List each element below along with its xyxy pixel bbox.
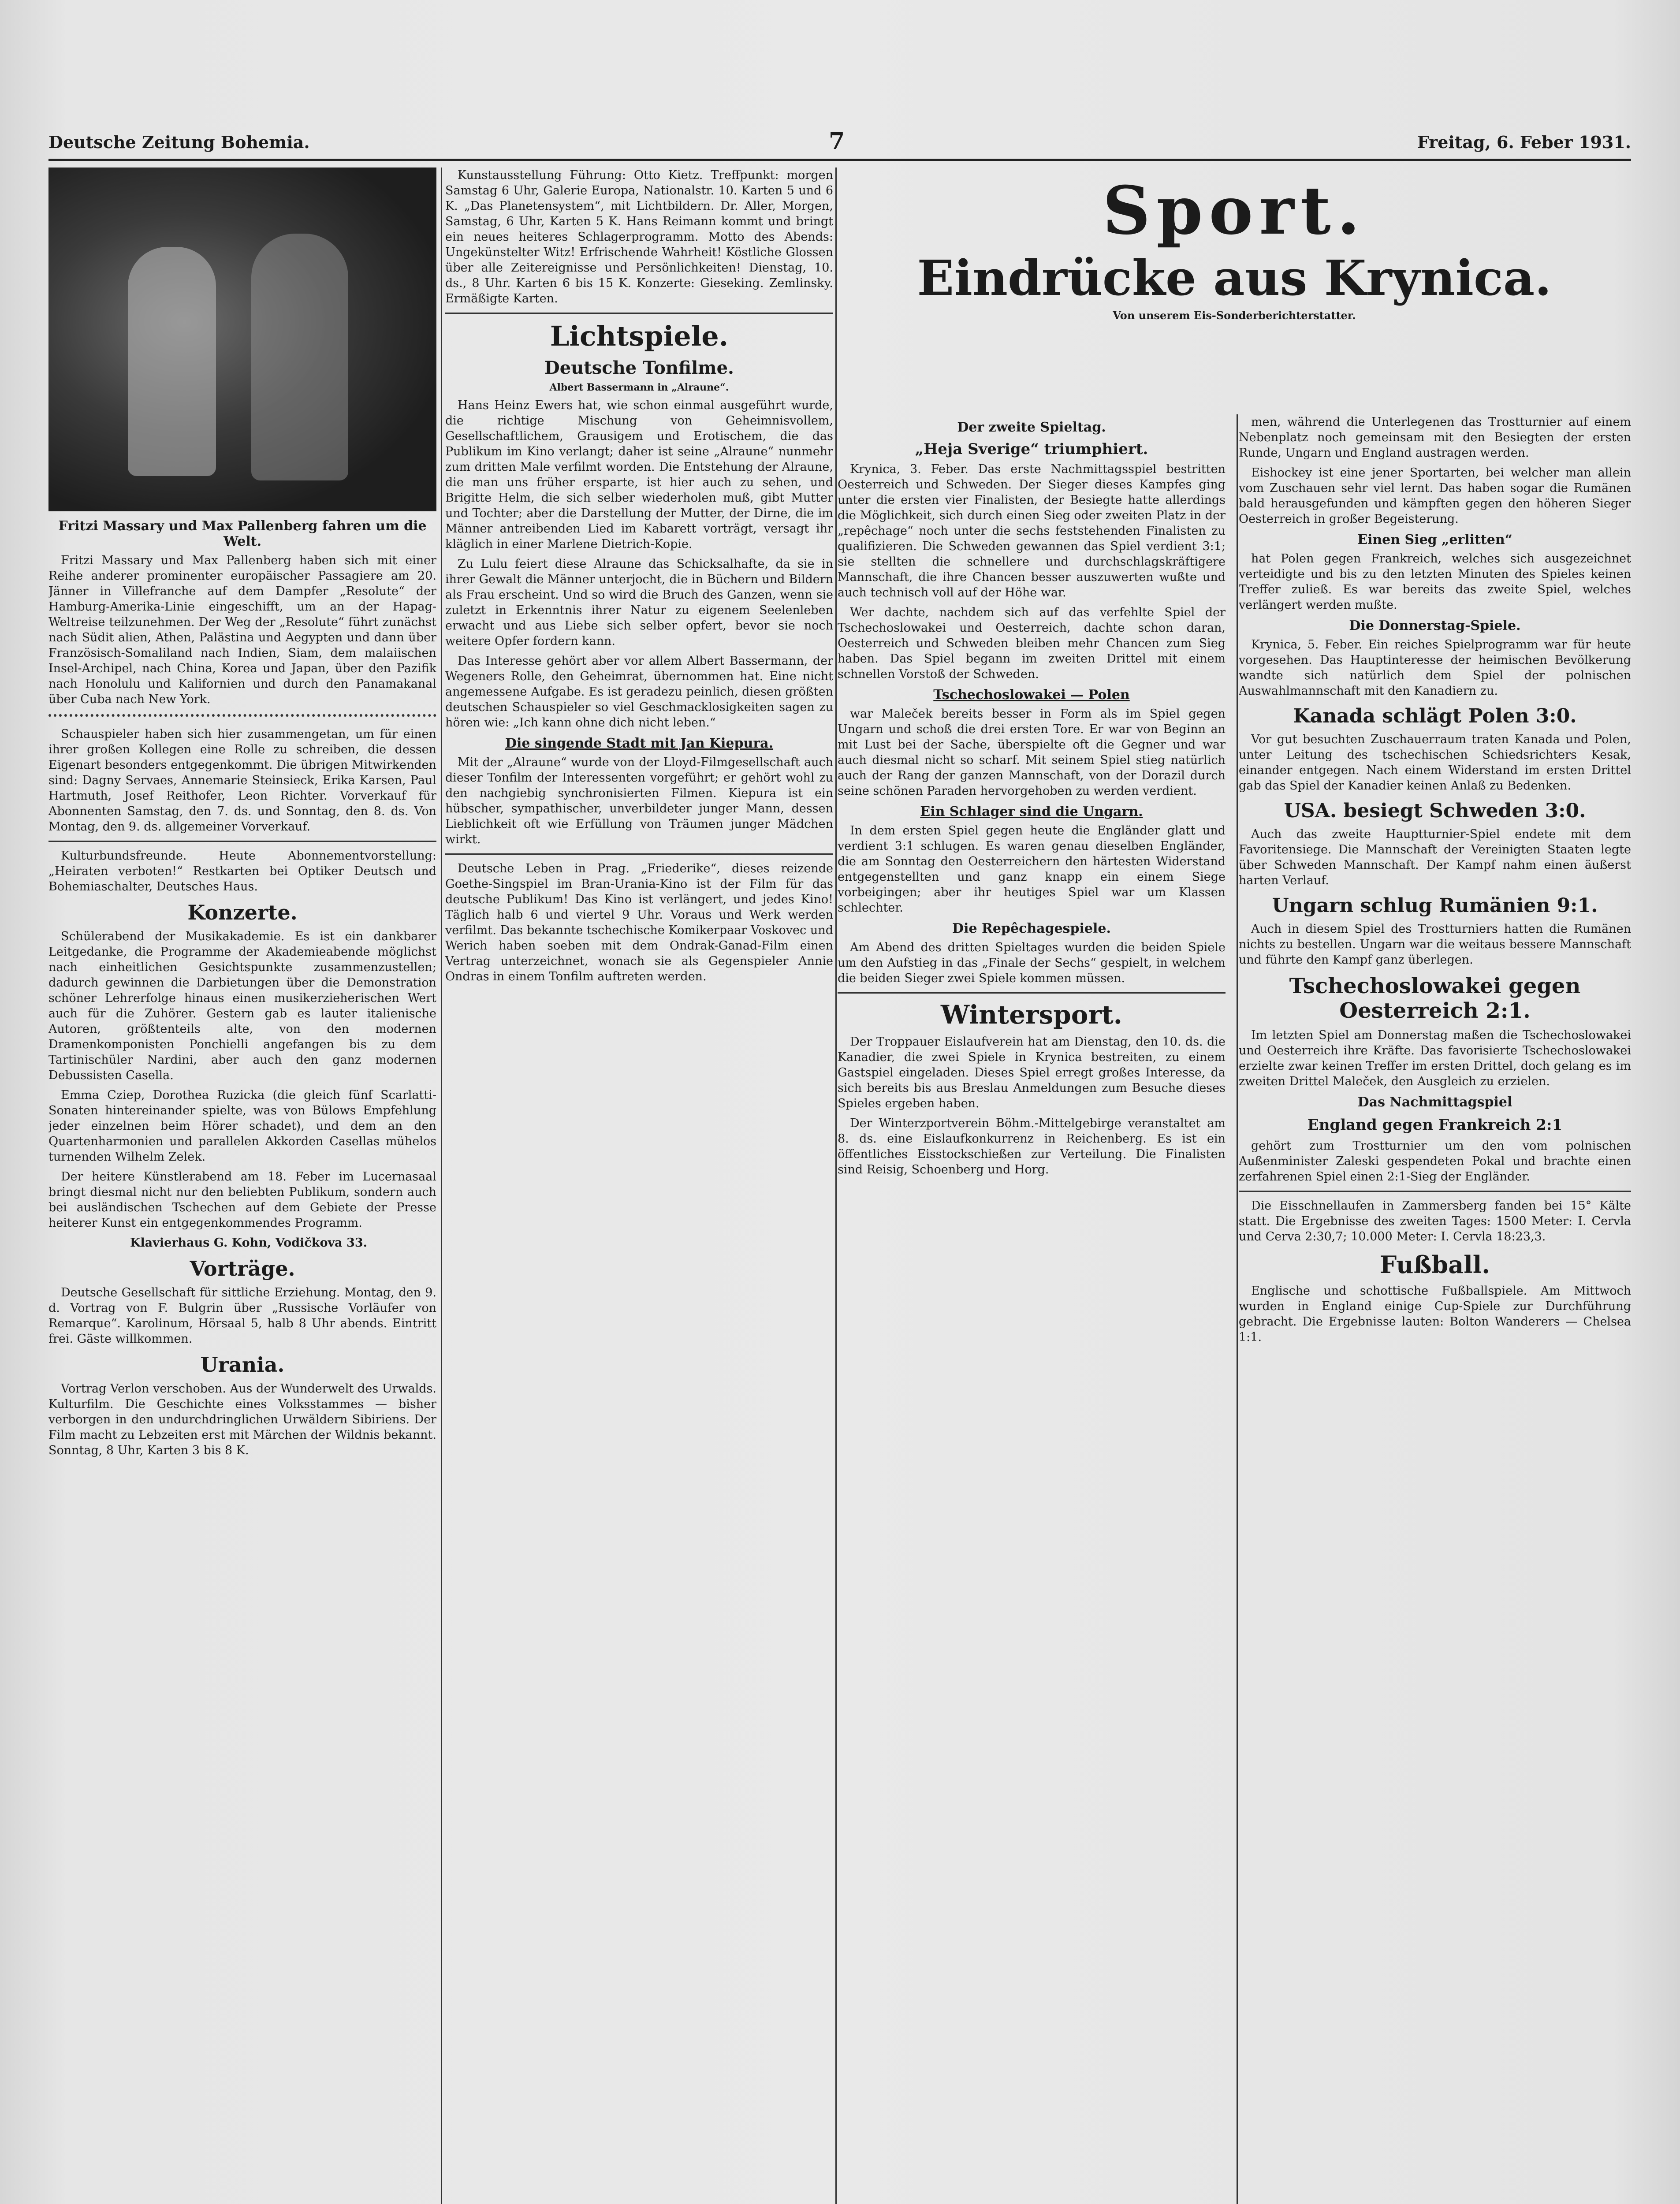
photo-figure bbox=[128, 247, 216, 476]
section-title-konzerte: Konzerte. bbox=[187, 901, 298, 924]
sport-title: Sport. bbox=[1103, 172, 1366, 249]
sport-column-right bbox=[1239, 414, 1631, 2204]
column-rule bbox=[441, 168, 442, 2204]
subhead: Tschechoslowakei — Polen bbox=[933, 687, 1130, 703]
article-text: Der Troppauer Eislaufverein hat am Dienstag, den 10. ds. die Kanadier, die zwei Spiele in Krynica bestreiten, zu einem Gastspiel eingeladen. Dieses Spiel erregt großes Interesse, da sich bereits bis aus Breslau Anmeldungen zum Besuche dieses Spieles ergeben haben. bbox=[838, 1035, 1226, 1110]
column-1 bbox=[48, 168, 436, 2204]
ad-text: Klavierhaus G. Kohn, Vodičkova 33. bbox=[130, 1236, 368, 1250]
article-text: Schülerabend der Musikakademie. Es ist ein dankbarer Leitgedanke, die Programme der Akademieabende möglichst nach einheitlichen Gesichtspunkte zusammenzustellen; dadurch gewinnen die Darbietungen über die Demonstration schöner Lehrerfolge hinaus einen musikerzieherischen Wert auch für die Zuhörer. Gestern gab es lauter italienische Autoren, größtenteils alte, von den modernen Dramenkomponisten Ponchielli angefangen bis zu dem Tartinischüler Nardini, aber auch den ganz modernen Debussisten Casella. bbox=[48, 930, 436, 1082]
article-text: Hans Heinz Ewers hat, wie schon einmal ausgeführt wurde, die richtige Mischung von Geheimnisvollem, Gesellschaftlichem, Grausigem und Erotischem, die das Publikum im Kino verlangt; daher ist seine „Alraune“ nunmehr zum dritten Male verfilmt worden. Die Entstehung der Alraune, die man uns früher ersparte, ist hier auch zu sehen, und Brigitte Helm, die sich selber wiederholen muß, gibt Mutter und Tochter; aber die Darstellung der Mutter, der Dirne, die im Männer antreibenden Lied im Kabarett vorträgt, versagt ihr kläglich in einer Marlene Dietrich-Kopie. bbox=[445, 398, 833, 551]
subhead: Die Repêchagespiele. bbox=[952, 921, 1111, 936]
article-text: hat Polen gegen Frankreich, welches sich ausgezeichnet verteidigte und bis zu den letzten Minuten des Spieles keinen Treffer zuließ. Es war bereits das zweite Spiel, welches verlängert werden mußte. bbox=[1239, 552, 1631, 612]
section-title-lichtspiele: Lichtspiele. bbox=[550, 320, 729, 352]
page-header bbox=[48, 128, 1631, 161]
article-text: men, während die Unterlegenen das Trostturnier auf einem Nebenplatz noch gemeinsam mit den Besiegten der ersten Runde, Ungarn und England austragen werden. bbox=[1239, 415, 1631, 460]
section-title-vortraege: Vorträge. bbox=[190, 1257, 295, 1281]
article-byline: Albert Bassermann in „Alraune“. bbox=[549, 382, 729, 393]
article-text: Der heitere Künstlerabend am 18. Feber im Lucernasaal bringt diesmal nicht nur den beliebten Publikum, sondern auch bei ausländischen Tschechen auf dem Gebiete der Presse heiterer Kunst ein entgegenkommendes Programm. bbox=[48, 1170, 436, 1230]
subhead: Der zweite Spieltag. bbox=[957, 420, 1106, 435]
subhead: „Heja Sverige“ triumphiert. bbox=[915, 440, 1148, 458]
notice-text: Kulturbundsfreunde. Heute Abonnementvorstellung: „Heiraten verboten!“ Restkarten bei Optiker Deutsch und Bohemiaschalter, Deutsches Haus. bbox=[48, 849, 436, 894]
subhead: Das Nachmittagspiel bbox=[1357, 1095, 1512, 1110]
column-rule bbox=[835, 168, 837, 2204]
article-text: Das Interesse gehört aber vor allem Albert Bassermann, der Wegeners Rolle, den Geheimrat, übernommen hat. Eine nicht angemessene Aufgabe. Es ist geradezu peinlich, diesen größten deutschen Schauspieler so viel Geschmacklosigkeiten sagen zu hören wie: „Ich kann ohne dich nicht leben.“ bbox=[445, 654, 833, 730]
result-headline: Tschechoslowakei gegen Oesterreich 2:1. bbox=[1289, 974, 1581, 1023]
article-text: Mit der „Alraune“ wurde von der Lloyd-Filmgesellschaft auch dieser Tonfilm der Interessenten vorgeführt; er gehört wohl zu den nachgiebig synchronisierten Filmen. Kiepura ist ein hübscher, sympathischer, unverbildeter junger Mann, dessen Lieblichkeit oft wie Erfüllung von Träumen junger Mädchen wirkt. bbox=[445, 756, 833, 846]
separator bbox=[838, 992, 1226, 994]
section-title-urania: Urania. bbox=[200, 1353, 285, 1377]
article-text: Fritzi Massary und Max Pallenberg haben sich mit einer Reihe anderer prominenter europäischer Passagiere am 20. Jänner in Villefranche auf dem Dampfer „Resolute“ der Hamburg-Amerika-Linie eingeschifft, um an der Hapag-Weltreise teilzunehmen. Der Weg der „Resolute“ führt zunächst nach Südit alien, Athen, Palästina und Aegypten und dann über Französisch-Somaliland nach Indien, Siam, dem malaiischen Insel-Archipel, nach China, Korea und Japan, über den Pazifik nach Honolulu und Kalifornien und durch den Panamakanal über Cuba nach New York. bbox=[48, 554, 436, 706]
separator bbox=[48, 714, 436, 719]
photo-figure bbox=[251, 234, 348, 480]
article-text: Krynica, 5. Feber. Ein reiches Spielprogramm war für heute vorgesehen. Das Hauptinteresse der heimischen Bevölkerung wandte sich natürlich dem Spiel der polnischen Auswahlmannschaft mit den Kanadiern zu. bbox=[1239, 638, 1631, 698]
article-text: gehört zum Trostturnier um den vom polnischen Außenminister Zaleski gespendeten Pokal und brachte einen zerfahrenen Spiel einen 2:1-Sieg der Engländer. bbox=[1239, 1139, 1631, 1184]
article-text: Auch das zweite Hauptturnier-Spiel endete mit dem Favoritensiege. Die Mannschaft der Vereinigten Staaten legte über Schweden Mannschaft. Der Kampf nahm einen äußerst harten Verlauf. bbox=[1239, 827, 1631, 887]
sport-section bbox=[838, 168, 1631, 2204]
sport-column-left bbox=[838, 414, 1226, 2204]
article-text: Die Eisschnellaufen in Zammersberg fanden bei 15° Kälte statt. Die Ergebnisse des zweiten Tages: 1500 Meter: I. Cervla und Cerva 2:30,7; 10.000 Meter: I. Cervla 18:23,3. bbox=[1239, 1199, 1631, 1243]
article-text: war Maleček bereits besser in Form als im Spiel gegen Ungarn und schoß die drei ersten Tore. Er war von Beginn an mit Lust bei der Sache, überspielte oft die Gegner und war auch diesmal nicht so scharf. Mit seinem Spiel stieg natürlich auch der Rang der ganzen Mannschaft, von der Dorazil durch seine schönen Paraden hervorgehoben zu werden verdient. bbox=[838, 707, 1226, 798]
result-headline: USA. besiegt Schweden 3:0. bbox=[1284, 800, 1586, 822]
article-text: Krynica, 3. Feber. Das erste Nachmittagsspiel bestritten Oesterreich und Schweden. Der Sieger dieses Kampfes ging unter die ersten vier Finalisten, der Besiegte hatte allerdings die Möglichkeit, sich durch einen Sieg oder zweiten Platz in der „repêchage“ noch unter die sechs feststehenden Finalisten zu qualifizieren. Die Schweden gewannen das Spiel verdient 3:1; sie stellten die schnellere und durchschlagskräftigere Mannschaft, die ihre Chancen besser auszuwerten wußte und auch technisch voll auf der Höhe war. bbox=[838, 462, 1226, 599]
section-title-fussball: Fußball. bbox=[1379, 1251, 1490, 1279]
sport-byline: Von unserem Eis-Sonderberichterstatter. bbox=[1113, 309, 1356, 322]
issue-date: Freitag, 6. Feber 1931. bbox=[1417, 132, 1631, 152]
subhead: Ein Schlager sind die Ungarn. bbox=[920, 804, 1143, 819]
article-text: Wer dachte, nachdem sich auf das verfehlte Spiel der Tschechoslowakei und Oesterreich, dachte schon daran, Oesterreich und Schweden bleiben mehr Chancen zum Sieg haben. Das Spiel begann im zweiten Drittel mit einem schnellen Vorstoß der Schweden. bbox=[838, 606, 1226, 681]
subhead: Einen Sieg „erlitten“ bbox=[1357, 532, 1512, 547]
separator bbox=[48, 841, 436, 842]
separator bbox=[445, 313, 833, 314]
page-number: 7 bbox=[829, 128, 845, 155]
column-2 bbox=[445, 168, 833, 2204]
article-text: Der Winterzportverein Böhm.-Mittelgebirge veranstaltet am 8. ds. eine Eislaufkonkurrenz in Reichenberg. Es ist ein öffentliches Eisstockschießen zur Verteilung. Die Finalisten sind Reisig, Schoenberg und Horg. bbox=[838, 1117, 1226, 1176]
photo-caption: Fritzi Massary und Max Pallenberg fahren um die Welt. bbox=[58, 518, 427, 549]
sport-headline: Eindrücke aus Krynica. bbox=[917, 249, 1552, 306]
subhead: Die Donnerstag-Spiele. bbox=[1349, 618, 1521, 633]
article-text: Vor gut besuchten Zuschauerraum traten Kanada und Polen, unter Leitung des tschechischen Schiedsrichters Kesak, einander entgegen. Nach einem Widerstand im ersten Drittel gab das Spiel der Kanadier keinen Anlaß zu Bedenken. bbox=[1239, 733, 1631, 793]
result-headline: Kanada schlägt Polen 3:0. bbox=[1293, 705, 1577, 727]
article-text: Auch in diesem Spiel des Trostturniers hatten die Rumänen nichts zu bestellen. Ungarn war die weitaus bessere Mannschaft und führte den Kampf ganz überlegen. bbox=[1239, 922, 1631, 967]
separator bbox=[1239, 1191, 1631, 1192]
notices-text: Kunstausstellung Führung: Otto Kietz. Treffpunkt: morgen Samstag 6 Uhr, Galerie Europa, Nationalstr. 10. Karten 5 und 6 K. „Das Planetensystem“, mit Lichtbildern. Dr. Aller, Morgen, Samstag, 6 Uhr, Karten 5 K. Hans Reimann kommt und bringt ein neues heiteres Schlagerprogramm. Motto des Abends: Ungekünstelter Witz! Erfrischende Wahrheit! Köstliche Glossen über alle Zeitereignisse und Persönlichkeiten! Dienstag, 10. ds., 8 Uhr. Karten 6 bis 15 K. Konzerte: Gieseking. Zemlinsky. Ermäßigte Karten. bbox=[445, 168, 833, 305]
separator bbox=[445, 853, 833, 855]
result-headline: Ungarn schlug Rumänien 9:1. bbox=[1272, 894, 1598, 917]
article-text: Am Abend des dritten Spieltages wurden die beiden Spiele um den Aufstieg in das „Finale der Sechs“ gespielt, in welchem die beiden Sieger zwei Spiele kommen müssen. bbox=[838, 941, 1226, 985]
article-text: In dem ersten Spiel gegen heute die Engländer glatt und verdient 3:1 schlugen. Es waren genau dieselben Engländer, die am Sonntag den Oesterreichern den härtesten Widerstand entgegenstellten und ganz knapp ein einem Siege vorbeigingen; aber ihr heutiges Spiel war um Klassen schlechter. bbox=[838, 824, 1226, 915]
paper-name: Deutsche Zeitung Bohemia. bbox=[48, 132, 310, 152]
article-text: Englische und schottische Fußballspiele. Am Mittwoch wurden in England einige Cup-Spiele zur Durchführung gebracht. Die Ergebnisse lauten: Bolton Wanderers — Chelsea 1:1. bbox=[1239, 1284, 1631, 1344]
article-title-kiepura: Die singende Stadt mit Jan Kiepura. bbox=[505, 736, 774, 751]
article-text: Deutsche Leben in Prag. „Friederike“, dieses reizende Goethe-Singspiel im Bran-Urania-Kino ist der Film für das deutsche Publikum! Das Kino ist verlängert, und jedes Kino! Täglich halb 6 und viertel 9 Uhr. Voraus und Werk werden verfilmt. Das bekannte tschechische Komikerpaar Voskovec und Werich haben soeben mit dem Ondrak-Ganad-Film einen Vertrag unterzeichnet, wonach sie als Gegenspieler Annie Ondras in einem Tonfilm auftreten werden. bbox=[445, 862, 833, 983]
article-text: Im letzten Spiel am Donnerstag maßen die Tschechoslowakei und Oesterreich ihre Kräfte. Das favorisierte Tschechoslowakei erzielte zwar keinen Treffer im ersten Drittel, doch gelang es im zweiten Drittel Maleček, den Ausgleich zu erzielen. bbox=[1239, 1028, 1631, 1088]
article-text: Emma Cziep, Dorothea Ruzicka (die gleich fünf Scarlatti-Sonaten hintereinander spielte, was von Bülows Empfehlung jeder einzelnen beim Hörer schadet), und dem an den Quartenharmonien und parallelen Akkorden Casellas mühelos turnenden Wilhelm Zelek. bbox=[48, 1088, 436, 1164]
article-text: Deutsche Gesellschaft für sittliche Erziehung. Montag, den 9. d. Vortrag von F. Bulgrin über „Russische Vorläufer von Remarque“. Karolinum, Hörsaal 5, halb 8 Uhr abends. Eintritt frei. Gäste willkommen. bbox=[48, 1286, 436, 1346]
article-text: Schauspieler haben sich hier zusammengetan, um für einen ihrer großen Kollegen eine Rolle zu schreiben, die dessen Eigenart besonders entgegenkommt. Die übrigen Mitwirkenden sind: Dagny Servaes, Annemarie Steinsieck, Erika Karsen, Paul Hartmuth, Josef Reithofer, Leon Richter. Vorverkauf für Abonnenten Samstag, den 7. ds. und Sonntag, den 8. ds. Von Montag, den 9. ds. allgemeiner Vorverkauf. bbox=[48, 727, 436, 834]
article-title-tonfilme: Deutsche Tonfilme. bbox=[544, 357, 734, 378]
article-text: Eishockey ist eine jener Sportarten, bei welcher man allein vom Zuschauen sehr viel lernt. Das haben sogar die Rumänen bald herausgefunden und kämpften gegen den höheren Sieger Oesterreich in großer Begeisterung. bbox=[1239, 466, 1631, 526]
section-title-wintersport: Wintersport. bbox=[940, 1000, 1122, 1030]
article-text: Zu Lulu feiert diese Alraune das Schicksalhafte, da sie in ihrer Gewalt die Männer unterjocht, die in Büchern und Bildern als Frau erscheint. Und so wird die Bruch des Ganzen, wenn sie zuletzt in Erkenntnis ihrer Natur zu eigenem Seelenleben erwacht und aus Liebe sich selber opfert, bevor sie noch weitere Opfer fordern kann. bbox=[445, 557, 833, 648]
result-headline: England gegen Frankreich 2:1 bbox=[1307, 1116, 1563, 1134]
article-text: Vortrag Verlon verschoben. Aus der Wunderwelt des Urwalds. Kulturfilm. Die Geschichte eines Volksstammes — bisher verborgen in den undurchdringlichen Urwäldern Sibiriens. Der Film macht zu Lebzeiten erst mit Märchen der Wildnis bekannt. Sonntag, 8 Uhr, Karten 3 bis 8 K. bbox=[48, 1382, 436, 1457]
photo-massary-pallenberg bbox=[48, 168, 436, 511]
